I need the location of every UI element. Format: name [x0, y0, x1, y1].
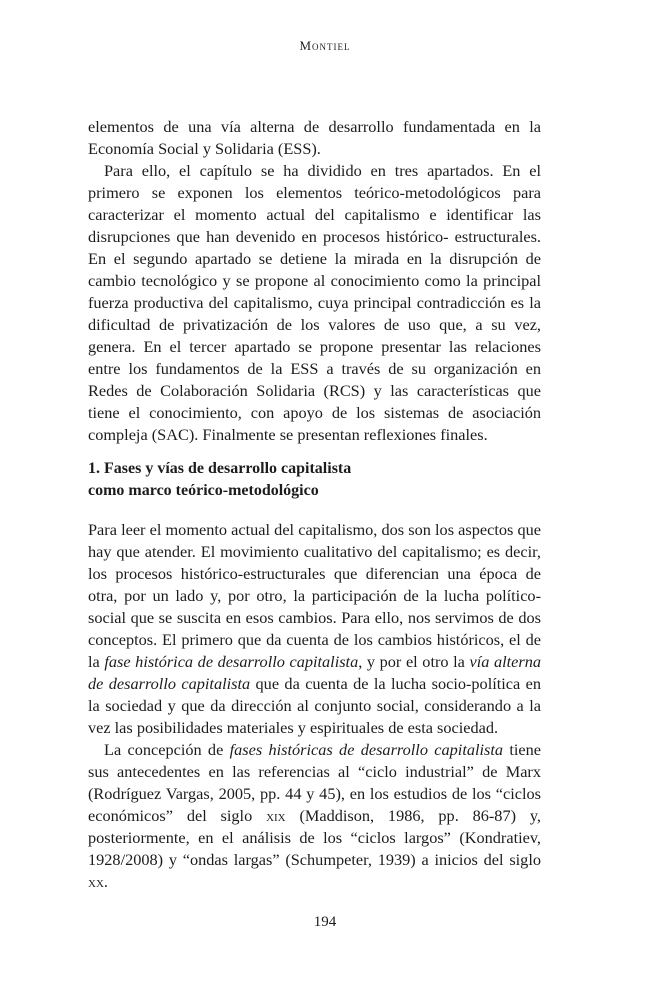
section-1-text-block: [88, 519, 541, 893]
paragraph-text: .: [103, 872, 108, 891]
paragraph-text: La concepción de: [104, 740, 230, 759]
term-via-alterna: vía alterna de desarrollo capitalista: [88, 652, 542, 693]
paragraph-text: Para leer el momento actual del capitalismo, dos son los aspectos que hay que atender. El movimiento cualitativo del capitalismo; es decir, los procesos histórico-estructurales que diferencian una época de otra, por un lado y, por otro, la participación de la lucha político-social que se suscita en esos cambios. Para ello, nos servimos de dos conceptos. El primero que da cuenta de los cambios históricos, el de la: [88, 520, 541, 671]
page-number: 194: [313, 914, 337, 930]
section-heading-line-1: 1. Fases y vías de desarrollo capitalista: [88, 460, 352, 477]
intro-text-block: [88, 116, 541, 446]
intro-paragraph-2: Para ello, el capítulo se ha dividido en tres apartados. En el primero se exponen los elementos teórico-metodológicos para caracterizar el momento actual del capitalismo e identificar las disrupciones que han devenido en procesos histórico- estructurales. En el segundo apartado se detiene la mirada en la disrupción de cambio tecnológico y se propone al conocimiento como la principal fuerza productiva del capitalismo, cuya principal contradicción es la dificultad de privatización de los valores de uso que, a su vez, genera. En el tercer apartado se propone presentar las relaciones entre los fundamentos de la ESS a través de su organización en Redes de Colaboración Solidaria (RCS) y las características que tiene el conocimiento, con apoyo de los sistemas de asociación compleja (SAC). Finalmente se presentan reflexiones finales.: [88, 161, 541, 444]
term-fases-historicas: fases históricas de desarrollo capitalista: [229, 740, 504, 759]
section-1-paragraph-2: [88, 739, 541, 893]
term-fase-historica: fase histórica de desarrollo capitalista: [104, 652, 359, 671]
section-1-paragraph-1: [88, 519, 541, 739]
century-numeral: xx: [88, 872, 104, 891]
paragraph-text: (Maddison, 1986, pp. 86-87) y, posteriormente, en el análisis de los “ciclos largos” (Kondratiev, 1928/2008) y “ondas largas” (Schumpeter, 1939) a inicios del siglo: [88, 806, 542, 869]
section-heading: [88, 458, 541, 502]
century-numeral: xix: [266, 806, 286, 825]
paragraph-text: , y por el otro la: [358, 652, 470, 671]
running-head: Montiel: [299, 38, 351, 53]
section-heading-line-2: como marco teórico-metodológico: [88, 482, 319, 499]
paragraph-text: tiene sus antecedentes en las referencias al “ciclo industrial” de Marx (Rodríguez Vargas, 2005, pp. 44 y 45), en los estudios de los “ciclos económicos” del siglo: [88, 740, 541, 825]
intro-paragraph-1: elementos de una vía alterna de desarrollo fundamentada en la Economía Social y Solidaria (ESS).: [88, 117, 541, 158]
paragraph-text: que da cuenta de la lucha socio-política en la sociedad y que da dirección al conjunto social, considerando a la vez las posibilidades materiales y espirituales de esta sociedad.: [88, 674, 541, 737]
